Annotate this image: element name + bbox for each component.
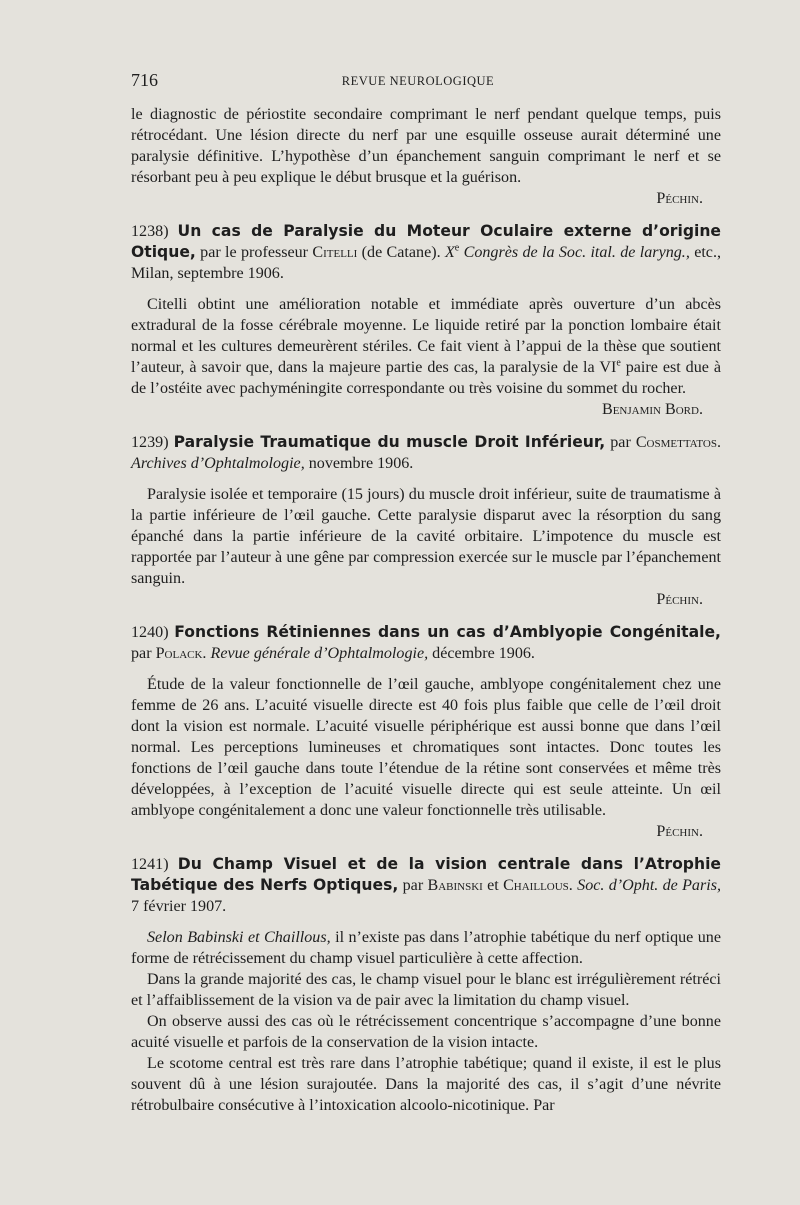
byline-prefix: par	[131, 645, 156, 662]
entry-number: 1241)	[131, 856, 169, 873]
source-tail: etc., Milan, septembre 1906.	[131, 244, 721, 282]
source-tail: décembre 1906.	[428, 645, 535, 662]
entry-title: Paralysie Traumatique du muscle Droit Inférieur,	[173, 433, 606, 451]
author-name: Babinski	[427, 877, 483, 894]
entry-1240	[131, 622, 721, 842]
page-number: 716	[131, 70, 158, 90]
source-italic-2: Congrès de la Soc. ital. de laryng.,	[459, 244, 690, 261]
author-name: Cosmettatos.	[635, 434, 721, 451]
byline-middle: et	[482, 877, 504, 894]
entry-heading	[131, 432, 721, 474]
paragraph-text: Citelli obtint une amélioration notable et immédiate après ouverture d’un abcès extradural de la fosse cérébrale moyenne. Le liquide retiré par la ponction lombaire était normal et les cultures demeurèrent stériles. Ce fait vient à l’appui de la thèse que soutient l’auteur, à savoir que, dans la majeure partie des cas, la paralysie de la VI	[131, 296, 721, 376]
paragraph-text: il n’existe pas dans l’atrophie tabétique du nerf optique une forme de rétrécissement du champ visuel particulière à cette affection.	[131, 929, 721, 967]
source-tail: 7 février 1907.	[131, 898, 227, 915]
paragraph-italic: Selon Babinski et Chaillous,	[147, 929, 331, 946]
source-italic: Soc. d’Opht. de Paris,	[577, 877, 722, 894]
page-header	[131, 70, 705, 92]
paragraph-text-end: paire est due à de l’ostéite avec pachyméningite correspondante ou très voisine du sommet du rocher.	[131, 359, 721, 397]
running-title: REVUE NEUROLOGIQUE	[341, 74, 495, 88]
intro-paragraph: le diagnostic de périostite secondaire comprimant le nerf pendant quelque temps, puis rétrocédant. Une lésion directe du nerf par une esquille osseuse aurait déterminé une paralysie définitive. L’hypothèse d’un épanchement sanguin comprimant le nerf et se résorbant peu à peu explique le début brusque et la guérison.	[131, 106, 721, 186]
author-name: Citelli	[312, 244, 358, 261]
entry-paragraph-3: On observe aussi des cas où le rétrécissement concentrique s’accompagne d’une bonne acuité visuelle et parfois de la conservation de la vision intacte.	[131, 1013, 721, 1051]
author-name: Polack.	[155, 645, 207, 662]
intro-signature: Péchin.	[656, 190, 703, 207]
byline-prefix: par le professeur	[200, 244, 313, 261]
entry-paragraph: Paralysie isolée et temporaire (15 jours) du muscle droit inférieur, suite de traumatisme à la partie inférieure de l’œil gauche. Cette paralysie disparut avec la résorption du sang épanché dans la partie inférieure de la cavité orbitaire. L’impotence du muscle est rapportée par l’auteur à une gêne par compression exercée sur le muscle par l’épanchement sanguin.	[131, 486, 721, 587]
entry-heading	[131, 854, 721, 917]
entry-paragraph-4: Le scotome central est très rare dans l’atrophie tabétique; quand il existe, il est le plus souvent dû à une lésion surajoutée. Dans la majorité des cas, il s’agit d’une névrite rétrobulbaire consécutive à l’intoxication alcoolo-nicotinique. Par	[131, 1055, 721, 1114]
entry-1238	[131, 221, 721, 420]
page-body	[131, 104, 721, 1116]
entry-number: 1240)	[131, 624, 169, 641]
entry-signature: Péchin.	[656, 591, 703, 608]
entry-paragraph-1	[131, 927, 721, 969]
entry-signature: Péchin.	[656, 823, 703, 840]
entry-1239	[131, 432, 721, 610]
entry-paragraph-2: Dans la grande majorité des cas, le champ visuel pour le blanc est irrégulièrement rétréci et l’affaiblissement de la vision va de pair avec la limitation du champ visuel.	[131, 971, 721, 1009]
source-italic: Archives d’Ophtalmologie,	[131, 455, 305, 472]
byline-prefix: par	[610, 434, 636, 451]
paragraph-superscript: e	[616, 357, 621, 369]
byline-prefix: par	[402, 877, 428, 894]
author-name-2: Chaillous.	[503, 877, 573, 894]
entry-title: Fonctions Rétiniennes dans un cas d’Amblyopie Congénitale,	[174, 623, 721, 641]
source-tail: novembre 1906.	[304, 455, 414, 472]
entry-signature: Benjamin Bord.	[601, 401, 703, 418]
entry-paragraph: Étude de la valeur fonctionnelle de l’œil gauche, amblyope congénitalement chez une femme de 26 ans. L’acuité visuelle directe est 40 fois plus faible que celle de l’œil droit dont la vision est normale. L’acuité visuelle périphérique est aussi bonne que dans l’œil normal. Les perceptions lumineuses et chromatiques sont intactes. Donc toutes les fonctions de l’œil gauche dans toute l’étendue de la rétine sont conservées et même très développées, à l’exception de l’acuité visuelle directe qui est seule atteinte. Un œil amblyope congénitalement a donc une valeur fonctionnelle très utilisable.	[131, 676, 721, 819]
entry-heading	[131, 622, 721, 664]
entry-title: Du Champ Visuel et de la vision centrale dans l’Atrophie Tabétique des Nerfs Optiques,	[131, 855, 721, 894]
source-italic: X	[444, 244, 455, 261]
entry-heading	[131, 221, 721, 284]
source-italic: Revue générale d’Ophtalmologie,	[210, 645, 429, 662]
entry-number: 1239)	[131, 434, 169, 451]
source-superscript: e	[454, 242, 460, 254]
entry-title: Un cas de Paralysie du Moteur Oculaire externe d’origine Otique,	[131, 222, 722, 261]
entry-paragraph	[131, 294, 721, 399]
byline-middle: (de Catane).	[357, 244, 445, 261]
entry-1241	[131, 854, 721, 1116]
entry-number: 1238)	[131, 223, 169, 240]
